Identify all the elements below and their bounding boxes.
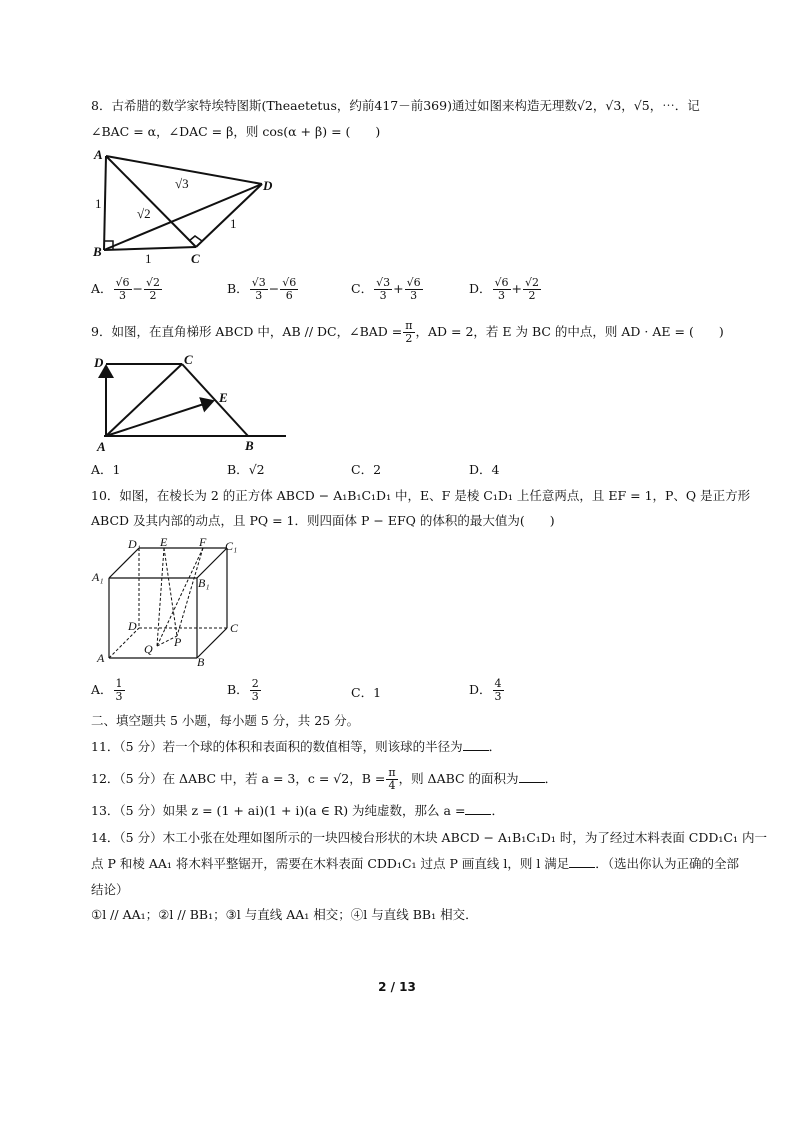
q11-stem: 11．（5 分）若一个球的体积和表面积的数值相等，则该球的半径为 ．: [91, 739, 502, 754]
q10-seg-fq: [157, 548, 203, 646]
q10-seg-fp: [177, 548, 203, 636]
q8-side-cd: 1: [230, 216, 237, 231]
q12-stem: 12．（5 分）在 ΔABC 中，若 a = 3，c = √2，B = $\frac{\pi}{4}$ ，则 ΔABC 的面积为 ．: [91, 766, 558, 792]
q8-stem-line2: ∠BAC = α，∠DAC = β，则 cos(α + β) = ( ): [91, 124, 381, 139]
q9-option-d[interactable]: D．4: [469, 462, 500, 477]
q8-label-a: A: [94, 147, 103, 162]
q8-side-ab: 1: [95, 196, 102, 211]
q13-stem: 13．（5 分）如果 z = (1 + ai)(1 + i)(a ∈ R) 为纯虚数，那么 a = ．: [91, 803, 504, 818]
q14-stem-line2: 点 P 和棱 AA₁ 将木料平整锯开，需要在木料表面 CDD₁C₁ 过点 P 画直线 l，则 l 满足 ．（选出你认为正确的全部: [91, 856, 740, 871]
q9-option-b[interactable]: B．√2: [227, 462, 265, 477]
q11-answer-blank[interactable]: [463, 738, 489, 751]
q8-seg-cd: [196, 184, 262, 247]
q8-figure: [92, 146, 292, 266]
q10-label-f: F: [199, 536, 207, 549]
q10-label-b1: B₁: [198, 576, 210, 590]
q9-label-e: E: [219, 390, 228, 405]
q8-label-b: B: [93, 244, 102, 259]
q8-seg-bd: [104, 184, 262, 250]
q9-option-a[interactable]: A．1: [91, 462, 121, 477]
q10-figure: [90, 536, 250, 670]
q10-option-c[interactable]: C．1: [351, 685, 382, 700]
q8-option-c[interactable]: C． $\frac{√3}{3}$ + $\frac{√6}{3}$: [351, 276, 421, 302]
q14-stem-line3: 结论）: [91, 882, 129, 897]
q8-label-root3: √3: [175, 176, 189, 191]
q14-answer-blank[interactable]: [569, 855, 595, 868]
q10-label-a1: A₁: [92, 570, 104, 584]
q10-label-c: C: [230, 621, 239, 635]
q9-label-a: A: [97, 439, 106, 452]
q8-side-bc: 1: [145, 251, 152, 266]
q13-answer-blank[interactable]: [465, 802, 491, 815]
q10-option-d[interactable]: D． $\frac{4}{3}$: [469, 677, 502, 703]
q8-label-d: D: [263, 178, 273, 193]
q10-label-d: D: [128, 619, 137, 633]
q14-choices: ①l // AA₁；②l // BB₁；③l 与直线 AA₁ 相交；④l 与直线 BB₁ 相交．: [91, 907, 478, 922]
q10-seg-eq: [157, 548, 164, 646]
q8-option-a[interactable]: A． $\frac{√6}{3}$ − $\frac{√2}{2}$: [91, 276, 161, 302]
q8-seg-bc: [104, 247, 196, 250]
section-2-heading: 二、填空题共 5 小题，每小题 5 分，共 25 分。: [91, 713, 360, 728]
q9-stem: 9．如图，在直角梯形 ABCD 中，AB // DC，∠BAD = $\frac{\pi}{2}$ ，AD = 2，若 E 为 BC 的中点，则 AD · AE = ( ): [91, 319, 724, 345]
q9-option-c[interactable]: C．2: [351, 462, 382, 477]
q9-vector-ae: [106, 401, 213, 436]
q10-stem-line1: 10．如图，在棱长为 2 的正方体 ABCD − A₁B₁C₁D₁ 中，E、F 是棱 C₁D₁ 上任意两点，且 EF = 1，P、Q 是正方形: [91, 488, 751, 503]
q9-seg-cb: [182, 364, 248, 436]
q8-right-angle-c: [189, 236, 202, 241]
q10-label-d1: D₁: [128, 537, 141, 551]
page-number: 2 / 13: [378, 980, 416, 994]
q10-label-b: B: [197, 655, 205, 669]
q10-edge-b1c1: [197, 548, 227, 578]
q8-seg-ab: [104, 156, 106, 250]
q9-figure: [92, 350, 292, 452]
q8-stem-line1: 8．古希腊的数学家特埃特图斯(Theaetetus，约前417－前369)通过如图来构造无理数√2，√3，√5，⋯．记: [91, 98, 700, 113]
q10-option-b[interactable]: B． $\frac{2}{3}$: [227, 677, 259, 703]
q8-label-c: C: [191, 251, 200, 266]
q8-option-b[interactable]: B． $\frac{√3}{3}$ − $\frac{√6}{6}$: [227, 276, 297, 302]
q12-answer-blank[interactable]: [519, 770, 545, 783]
q10-label-e: E: [160, 536, 168, 549]
q10-label-a: A: [97, 651, 105, 665]
q9-label-d: D: [94, 355, 104, 370]
q10-label-p: P: [174, 635, 182, 649]
q10-label-c1: C₁: [225, 539, 238, 553]
q9-seg-ac: [106, 364, 182, 436]
q14-stem-line1: 14．（5 分）木工小张在处理如图所示的一块四棱台形状的木块 ABCD − A₁B₁C₁D₁ 时，为了经过木料表面 CDD₁C₁ 内一: [91, 830, 767, 845]
q8-label-root2: √2: [137, 206, 151, 221]
q10-label-q: Q: [144, 642, 153, 656]
q10-option-a[interactable]: A． $\frac{1}{3}$: [91, 677, 123, 703]
q8-option-d[interactable]: D． $\frac{√6}{3}$ + $\frac{√2}{2}$: [469, 276, 540, 302]
q10-edge-bc: [197, 628, 227, 658]
q10-seg-ep: [164, 548, 177, 636]
q9-label-c: C: [184, 352, 193, 367]
q9-label-b: B: [245, 438, 254, 452]
q10-stem-line2: ABCD 及其内部的动点，且 PQ = 1．则四面体 P − EFQ 的体积的最大值为( ): [91, 513, 555, 528]
q10-edge-a1d1: [109, 548, 139, 578]
